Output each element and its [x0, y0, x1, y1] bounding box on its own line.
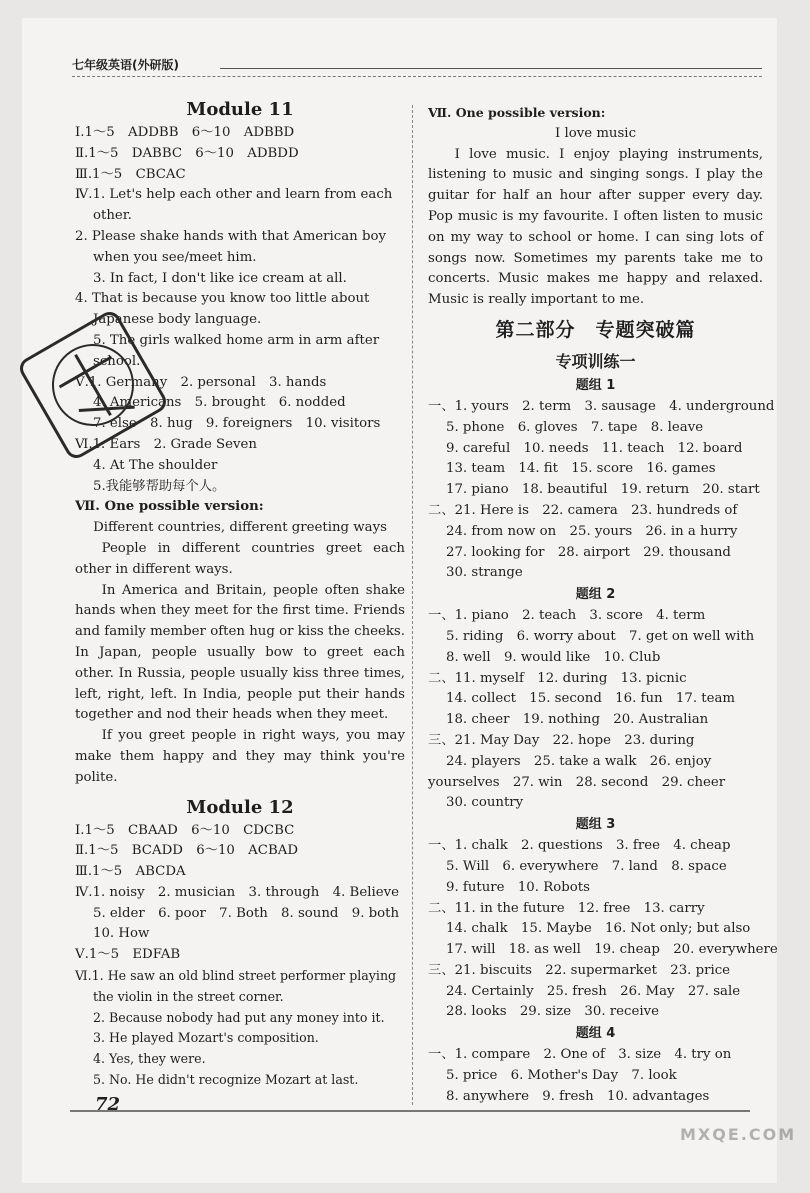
section-heading: Ⅶ. One possible version:: [428, 105, 606, 120]
answer-line: 8. well 9. would like 10. Club: [446, 649, 661, 665]
answer-line: Ⅴ.1. Germany 2. personal 3. hands: [75, 374, 327, 390]
answer-line: 3. In fact, I don't like ice cream at all.: [93, 270, 347, 286]
sub-title: 专项训练一: [555, 351, 636, 371]
header-rule: [220, 68, 762, 69]
answer-line: 一、1. piano 2. teach 3. score 4. term: [428, 608, 706, 624]
answer-line: 10. How: [93, 926, 150, 942]
answer-line: 5. price 6. Mother's Day 7. look: [446, 1068, 677, 1084]
essay-paragraph: I love music. I enjoy playing instruments, listening to music and singing songs. I play the guitar for half an hour after supper every day. Pop music is my favourite. I often listen to music on my way to school or home. I can sing lots of songs now. Sometimes my parents take me to concerts. Music makes me happy and relaxed. Music is really important to me.: [428, 146, 763, 308]
answer-line: Ⅰ.1～5 ADDBB 6～10 ADBBD: [75, 125, 295, 140]
answer-line: 24. Certainly 25. fresh 26. May 27. sale: [446, 983, 741, 999]
answer-line: 一、1. yours 2. term 3. sausage 4. underground: [428, 398, 775, 414]
answer-line: 4. Yes, they were.: [93, 1051, 206, 1067]
answer-line: 5. elder 6. poor 7. Both 8. sound 9. both: [93, 905, 400, 921]
answer-line: 17. piano 18. beautiful 19. return 20. start: [446, 482, 760, 498]
page-number: 72: [95, 1094, 121, 1115]
section-heading: Ⅶ. One possible version:: [75, 499, 264, 515]
answer-line: 3. He played Mozart's composition.: [93, 1030, 319, 1046]
answer-line: Ⅲ.1～5 ABCDA: [75, 864, 186, 880]
answer-line: 9. future 10. Robots: [446, 879, 590, 895]
answer-line: 二、21. Here is 22. camera 23. hundreds of: [428, 502, 738, 518]
essay-paragraph: People in different countries greet each other in different ways.: [75, 540, 405, 577]
essay-title: I love music: [554, 125, 637, 141]
answer-line: Ⅱ.1～5 BCADD 6～10 ACBAD: [75, 843, 298, 859]
answer-line: 2. Please shake hands with that American boy when you see/meet him.: [75, 228, 386, 265]
answer-line: 9. careful 10. needs 11. teach 12. board: [446, 440, 743, 456]
watermark: MXQE.COM: [680, 1125, 797, 1144]
answer-line: Ⅳ.1. Let's help each other and learn from each other.: [75, 187, 393, 224]
group-title: 题组 1: [575, 377, 616, 393]
group-title: 题组 4: [575, 1026, 616, 1042]
answer-line: 30. country: [446, 795, 524, 811]
answer-line: 二、11. in the future 12. free 13. carry: [428, 900, 705, 916]
answer-line: Ⅲ.1～5 CBCAC: [75, 166, 186, 182]
answer-line: 24. players 25. take a walk 26. enjoy: [446, 753, 712, 769]
answer-line: Ⅴ.1～5 EDFAB: [75, 947, 181, 963]
answer-line: 8. anywhere 9. fresh 10. advantages: [446, 1088, 710, 1104]
stamp-logo: [8, 300, 178, 470]
header-dashed-rule: [72, 76, 762, 77]
module-11-title: Module 11: [186, 99, 294, 120]
answer-line: Ⅵ.1. Ears 2. Grade Seven: [75, 436, 257, 452]
answer-line: 4. That is because you know too little about Japanese body language.: [75, 291, 370, 328]
answer-line: 5. riding 6. worry about 7. get on well with: [446, 628, 755, 644]
group-title: 题组 3: [575, 817, 616, 833]
part-title: 第二部分 专题突破篇: [495, 318, 696, 341]
module-12-title: Module 12: [186, 796, 294, 818]
answer-line: 二、11. myself 12. during 13. picnic: [428, 670, 687, 686]
answer-line: 5. phone 6. gloves 7. tape 8. leave: [446, 419, 704, 435]
answer-line: 三、21. May Day 22. hope 23. during: [428, 732, 695, 748]
answer-line: 5. The girls walked home arm in arm after school.: [93, 332, 380, 369]
answer-line: 30. strange: [446, 565, 523, 581]
essay-paragraph: If you greet people in right ways, you may make them happy and they may think you're polite.: [75, 728, 405, 785]
essay-title: Different countries, different greeting ways: [93, 520, 387, 536]
answer-line: 一、1. chalk 2. questions 3. free 4. cheap: [428, 838, 731, 854]
answer-line: 5. No. He didn't recognize Mozart at last.: [93, 1072, 359, 1088]
answer-line: Ⅰ.1～5 CBAAD 6～10 CDCBC: [75, 822, 295, 838]
answer-line: 24. from now on 25. yours 26. in a hurry: [446, 523, 738, 539]
answer-line: 13. team 14. fit 15. score 16. games: [446, 461, 716, 477]
footer-rule: [70, 1110, 750, 1112]
right-column: [428, 103, 778, 1108]
header-title: 七年级英语(外研版): [72, 58, 179, 72]
answer-line: Ⅱ.1～5 DABBC 6～10 ADBDD: [75, 145, 299, 161]
answer-line: 2. Because nobody had put any money into it.: [93, 1009, 385, 1025]
answer-line: 5. Will 6. everywhere 7. land 8. space: [446, 858, 727, 874]
essay-paragraph: In America and Britain, people often shake hands when they meet for the first time. Friends and family member often hug or kiss the cheeks. In Japan, people usually bow to greet each other. In Russia, people usually kiss three times, left, right, left. In India, people put their hands together and nod their heads when they meet.: [75, 582, 405, 723]
answer-line: 18. cheer 19. nothing 20. Australian: [446, 712, 709, 728]
answer-line: 27. looking for 28. airport 29. thousand: [446, 544, 731, 560]
answer-line: 28. looks 29. size 30. receive: [446, 1004, 659, 1020]
answer-line: yourselves 27. win 28. second 29. cheer: [428, 774, 726, 790]
answer-line: 14. collect 15. second 16. fun 17. team: [446, 691, 736, 707]
column-divider: [412, 105, 413, 1105]
answer-line: 5.我能够帮助每个人。: [93, 478, 226, 494]
answer-line: 一、1. compare 2. One of 3. size 4. try on: [428, 1047, 732, 1063]
answer-line: 14. chalk 15. Maybe 16. Not only; but also: [446, 921, 751, 937]
answer-line: 4. At The shoulder: [93, 457, 218, 473]
answer-line: Ⅵ.1. He saw an old blind street performer playing the violin in the street corner.: [75, 968, 397, 1004]
answer-line: 4. Americans 5. brought 6. nodded: [93, 395, 346, 411]
left-column: [75, 97, 405, 1091]
answer-line: 7. else 8. hug 9. foreigners 10. visitors: [93, 416, 381, 432]
answer-line: 17. will 18. as well 19. cheap 20. everywhere: [446, 942, 778, 958]
answer-line: Ⅳ.1. noisy 2. musician 3. through 4. Believe: [75, 884, 399, 900]
group-title: 题组 2: [575, 587, 616, 603]
answer-line: 三、21. biscuits 22. supermarket 23. price: [428, 962, 731, 978]
page-header: [72, 56, 762, 78]
